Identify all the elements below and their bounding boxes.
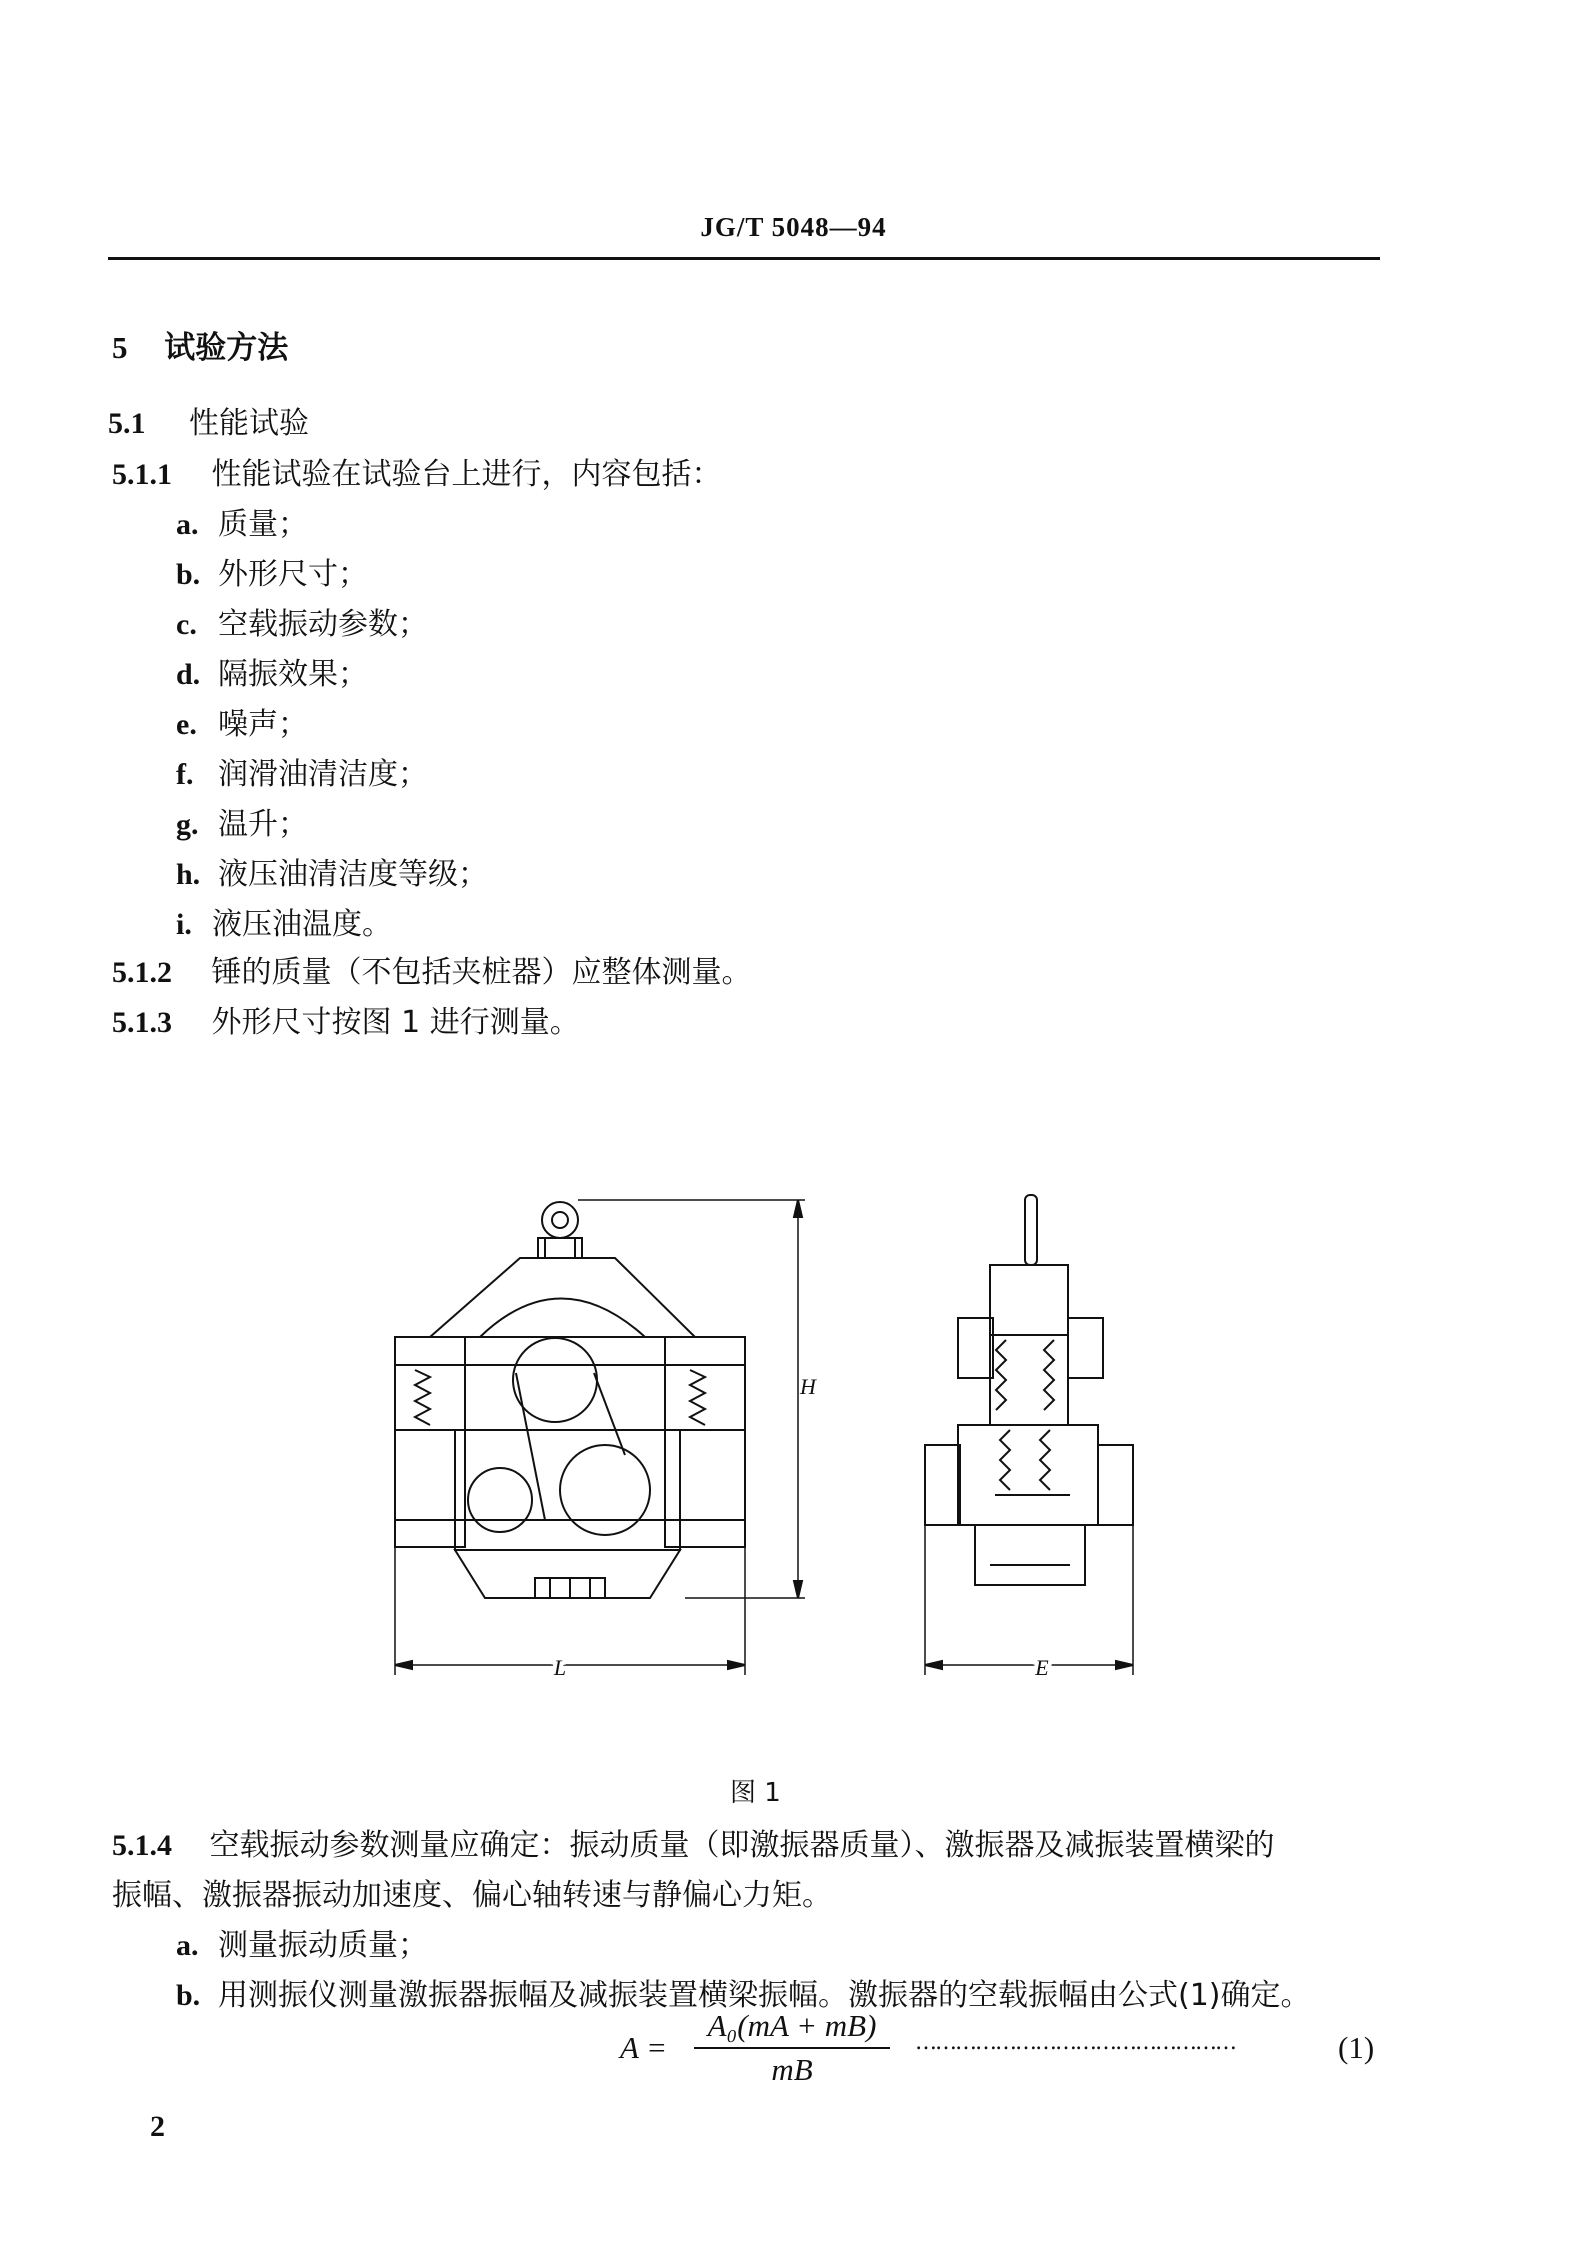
item-text: 质量； (218, 507, 308, 542)
list-item (176, 549, 368, 593)
list-item (176, 649, 368, 693)
item-label: a. (176, 508, 199, 541)
clause-5-1-1 (112, 449, 722, 493)
clause-text: 外形尺寸按图 1 进行测量。 (211, 1005, 580, 1040)
item-text: 噪声； (218, 707, 308, 742)
item-label: c. (176, 608, 197, 641)
subsection-5-1 (108, 398, 309, 442)
running-header: JG/T 5048—94 (700, 212, 887, 242)
formula-leader-dots: ………………………………………… (915, 2030, 1235, 2055)
item-text: 外形尺寸； (218, 557, 368, 592)
formula-number: (1) (1338, 2030, 1375, 2065)
dim-label-h: H (800, 1374, 816, 1399)
section-heading (112, 322, 288, 367)
clause-text: 锤的质量（不包括夹桩器）应整体测量。 (211, 955, 752, 990)
item-text: 用测振仪测量激振器振幅及减振装置横梁振幅。激振器的空载振幅由公式(1)确定。 (218, 1978, 1311, 2013)
front-view (395, 1200, 805, 1675)
list-item (176, 799, 308, 843)
item-label: e. (176, 708, 197, 741)
item-text: 润滑油清洁度； (218, 757, 428, 792)
section-title: 试验方法 (164, 330, 289, 366)
item-label: f. (176, 758, 194, 791)
formula-lhs: A = (620, 2030, 668, 2065)
item-label: a. (176, 1929, 199, 1962)
list-item (176, 749, 428, 793)
list-item (176, 849, 488, 893)
clause-number: 5.1.3 (112, 1006, 172, 1039)
item-text: 隔振效果； (218, 657, 368, 692)
item-label: h. (176, 858, 201, 891)
subsection-number: 5.1 (108, 407, 146, 440)
subsection-title: 性能试验 (189, 406, 310, 441)
section-number: 5 (112, 330, 128, 365)
item-text: 温升； (218, 807, 308, 842)
formula-denominator: mB (771, 2052, 813, 2087)
fraction-bar (694, 2047, 890, 2049)
dim-label-e: E (1035, 1655, 1049, 1680)
item-label: b. (176, 558, 201, 591)
clause-5-1-3 (112, 997, 580, 1041)
list-item (176, 699, 308, 743)
item-text: 液压油清洁度等级； (218, 857, 488, 892)
item-label: b. (176, 1979, 201, 2012)
figure-caption: 图 1 (730, 1778, 781, 1808)
header-rule (108, 257, 1380, 260)
page-number: 2 (150, 2110, 165, 2143)
clause-5-1-4 (112, 1820, 1275, 1864)
dim-label-l: L (553, 1655, 567, 1680)
side-view (925, 1195, 1133, 1675)
item-text: 液压油温度。 (212, 907, 392, 942)
clause-number: 5.1.4 (112, 1829, 172, 1862)
list-item (176, 899, 392, 943)
clause-text: 空载振动参数测量应确定：振动质量（即激振器质量）、激振器及减振装置横梁的 (209, 1828, 1275, 1863)
item-label: g. (176, 808, 199, 841)
clause-number: 5.1.2 (112, 956, 172, 989)
clause-text-continued: 振幅、激振器振动加速度、偏心轴转速与静偏心力矩。 (112, 1878, 832, 1913)
item-text: 测量振动质量； (218, 1928, 428, 1963)
clause-text: 性能试验在试验台上进行，内容包括： (211, 457, 722, 492)
formula-numerator: A₀(mA + mB) (707, 2008, 877, 2043)
list-item (176, 499, 308, 543)
list-item (176, 1920, 428, 1964)
item-text: 空载振动参数； (218, 607, 428, 642)
clause-number: 5.1.1 (112, 458, 172, 491)
list-item (176, 599, 428, 643)
item-label: d. (176, 658, 201, 691)
item-label: i. (176, 908, 192, 941)
clause-5-1-2 (112, 947, 752, 991)
figure-1-drawing (370, 1180, 1170, 1700)
